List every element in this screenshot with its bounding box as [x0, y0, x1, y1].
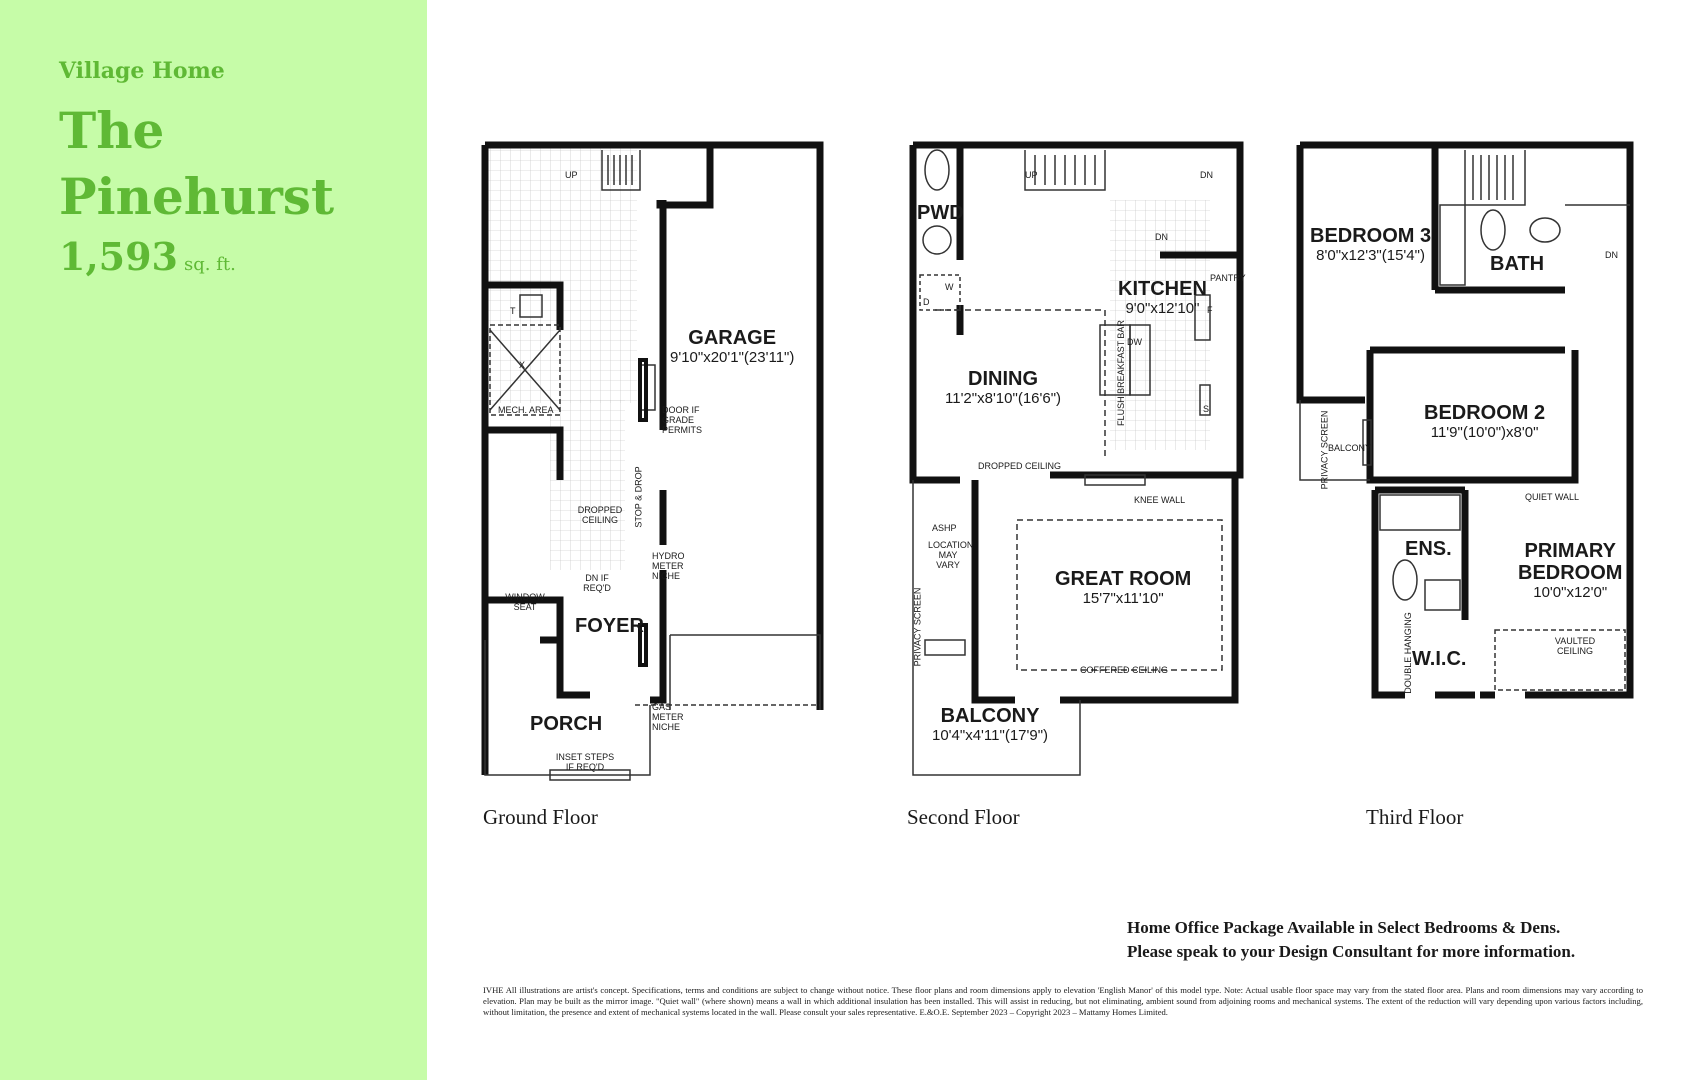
coffered-note: COFFERED CEILING: [1080, 665, 1169, 675]
promo-line-1: Home Office Package Available in Select Bedrooms & Dens.: [1127, 918, 1561, 937]
knee-wall-note: KNEE WALL: [1134, 495, 1186, 505]
sqft-value: 1,593: [59, 234, 178, 279]
double-hanging-note: DOUBLE HANGING: [1402, 612, 1413, 694]
wic-label: W.I.C.: [1412, 648, 1467, 670]
legal-disclaimer: IVHE All illustrations are artist's concept. Specifications, terms and conditions are subject to change without notice. These floor plans and room dimensions apply to elevation 'English Manor' of this model type. Note: Actual usable floor space may vary from the stated floor area. Plans and room dimensions may vary according to elevation. Plan may be built as the mirror image. "Quiet wall" (where shown) means a wall in which additional insulation has been installed. This will assist in reducing, but not eliminating, ambient sound from adjoining rooms and mechanical systems. The extent of the reduction will vary depending upon various factors including, without limitation, the presence and extent of mechanical systems located in the wall. Please consult your sales representative. E.&O.E. September 2023 – Copyright 2023 – Mattamy Homes Limited.: [483, 985, 1643, 1017]
stop-drop-note: STOP & DROP: [633, 466, 644, 528]
mech-area-note: MECH. AREA: [498, 405, 554, 415]
ground-x-note: X: [519, 360, 526, 370]
home-office-promo: [1127, 916, 1575, 964]
second-floor-label: Second Floor: [907, 805, 1020, 829]
bedroom3-label: BEDROOM 3 8'0"x12'3"(15'4"): [1310, 225, 1432, 264]
gas-note: GAS METER NICHE: [652, 702, 684, 732]
vaulted-note: VAULTED CEILING: [1554, 636, 1596, 656]
balcony-label: BALCONY 10'4"x4'11"(17'9"): [932, 705, 1049, 744]
breakfast-bar-note: FLUSH BREAKFAST BAR: [1115, 320, 1126, 426]
second-privacy-note: PRIVACY SCREEN: [912, 587, 923, 667]
primary-bedroom-label: PRIMARY BEDROOM 10'0"x12'0": [1518, 540, 1623, 601]
foyer-label: FOYER: [575, 615, 644, 637]
fridge-note: F: [1207, 305, 1213, 315]
great-room-label: GREAT ROOM 15'7"x11'10": [1055, 568, 1192, 607]
pwd-label: PWD: [917, 202, 964, 224]
ens-label: ENS.: [1405, 538, 1452, 560]
second-up-note: UP: [1025, 170, 1038, 180]
garage-name: GARAGE: [688, 327, 777, 349]
square-footage: [59, 234, 236, 279]
third-privacy-note: PRIVACY SCREEN: [1319, 410, 1330, 490]
sqft-unit: sq. ft.: [184, 254, 236, 275]
dryer-note: D: [923, 297, 930, 307]
porch-label: PORCH: [530, 713, 603, 735]
ground-up-note: UP: [565, 170, 578, 180]
ashp-note: ASHP: [932, 523, 957, 533]
garage-dims: 9'10"x20'1"(23'11"): [670, 349, 795, 366]
second-floor-plan: [905, 140, 1250, 790]
model-title: [59, 98, 334, 230]
kitchen-label: KITCHEN 9'0"x12'10": [1118, 278, 1207, 317]
dishwasher-note: DW: [1127, 337, 1142, 347]
ground-t-note: T: [510, 306, 516, 316]
bedroom2-label: BEDROOM 2 11'9"(10'0")x8'0": [1424, 402, 1546, 441]
door-grade-note: DOOR IF GRADE PERMITS: [662, 405, 703, 435]
third-floor-label: Third Floor: [1366, 805, 1464, 829]
second-dn2-note: DN: [1155, 232, 1168, 242]
title-line-1: The: [59, 101, 165, 160]
bath-label: BATH: [1490, 253, 1545, 275]
garage-label: [670, 327, 794, 366]
ground-floor-plan: [480, 140, 840, 790]
quiet-wall-note: QUIET WALL: [1525, 492, 1580, 502]
promo-line-2: Please speak to your Design Consultant for more information.: [1127, 942, 1576, 961]
sink-note: S: [1203, 404, 1210, 414]
third-dn-note: DN: [1605, 250, 1618, 260]
second-dropped-ceiling-note: DROPPED CEILING: [978, 461, 1062, 471]
location-note: LOCATION MAY VARY: [928, 540, 974, 570]
window-seat-note: WINDOW SEAT: [505, 592, 545, 612]
series-name: Village Home: [59, 58, 225, 84]
pantry-note: PANTRY: [1210, 273, 1246, 283]
dn-note: DN IF REQ'D: [583, 573, 611, 593]
title-line-2: Pinehurst: [59, 167, 335, 226]
sidebar-panel: [0, 0, 427, 1080]
washer-note: W: [945, 282, 954, 292]
third-balcony-note: BALCONY: [1328, 443, 1372, 453]
hydro-note: HYDRO METER NICHE: [652, 551, 685, 581]
ground-dropped-ceiling-note: DROPPED CEILING: [577, 505, 623, 525]
second-dn-note: DN: [1200, 170, 1213, 180]
dining-label: DINING 11'2"x8'10"(16'6"): [945, 368, 1062, 407]
inset-steps-note: INSET STEPS IF REQ'D: [555, 752, 615, 772]
ground-floor-label: Ground Floor: [483, 805, 598, 829]
